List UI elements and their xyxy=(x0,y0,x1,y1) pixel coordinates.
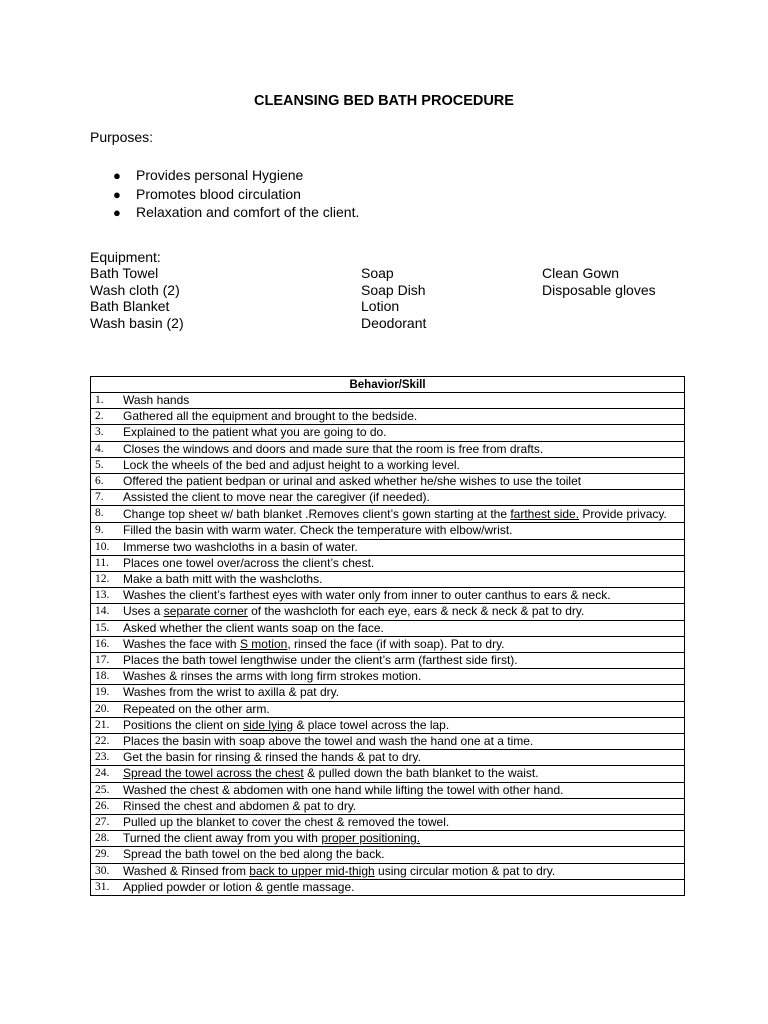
step-number: 11. xyxy=(91,555,124,571)
step-text xyxy=(123,555,685,571)
table-body xyxy=(91,393,685,896)
text-segment: Change top sheet w/ bath blanket .Removes client’s gown starting at the xyxy=(123,507,511,522)
step-number: 20. xyxy=(91,701,124,717)
table-row xyxy=(91,879,685,895)
step-text xyxy=(123,409,685,425)
step-number: 27. xyxy=(91,815,124,831)
step-number: 19. xyxy=(91,685,124,701)
table-row xyxy=(91,555,685,571)
text-segment: Uses a xyxy=(123,604,164,619)
step-number: 30. xyxy=(91,863,124,879)
step-number: 8. xyxy=(91,506,124,523)
text-segment: Make a bath mitt with the washcloths. xyxy=(123,572,323,587)
table-row xyxy=(91,441,685,457)
step-number: 6. xyxy=(91,474,124,490)
text-segment: Assisted the client to move near the caregiver (if needed). xyxy=(123,490,430,505)
step-number: 13. xyxy=(91,588,124,604)
table-row xyxy=(91,572,685,588)
step-number: 10. xyxy=(91,539,124,555)
step-text xyxy=(123,701,685,717)
document-title: CLEANSING BED BATH PROCEDURE xyxy=(254,93,514,109)
table-header: Behavior/Skill xyxy=(91,377,685,393)
step-text xyxy=(123,717,685,733)
text-segment: Lock the wheels of the bed and adjust height to a working level. xyxy=(123,457,460,472)
bullet-icon: ● xyxy=(113,205,121,220)
step-text xyxy=(123,636,685,652)
step-number: 17. xyxy=(91,653,124,669)
text-segment: Washes the face with xyxy=(123,636,240,651)
equipment-label: Equipment: xyxy=(90,249,161,265)
step-number: 23. xyxy=(91,750,124,766)
table-row xyxy=(91,393,685,409)
text-segment: Washed & Rinsed from xyxy=(123,863,250,878)
text-segment: Places one towel over/across the client’s chest. xyxy=(123,555,375,570)
underlined-text: side lying xyxy=(243,717,294,732)
equipment-item: Bath Towel xyxy=(90,265,159,281)
step-number: 24. xyxy=(91,766,124,782)
table-row xyxy=(91,782,685,798)
step-text xyxy=(123,766,685,782)
equipment-column-1 xyxy=(90,265,184,331)
step-text xyxy=(123,815,685,831)
step-number: 1. xyxy=(91,393,124,409)
step-text xyxy=(123,879,685,895)
step-text xyxy=(123,653,685,669)
text-segment: & pulled down the bath blanket to the waist. xyxy=(303,766,539,781)
table-row xyxy=(91,425,685,441)
step-text xyxy=(123,457,685,473)
step-number: 25. xyxy=(91,782,124,798)
text-segment: using circular motion & pat to dry. xyxy=(374,863,556,878)
list-item: ● Relaxation and comfort of the client. xyxy=(113,203,359,222)
step-number: 18. xyxy=(91,669,124,685)
text-segment: Asked whether the client wants soap on the face. xyxy=(123,620,384,635)
step-text xyxy=(123,750,685,766)
step-number: 22. xyxy=(91,734,124,750)
text-segment: Washes the client’s farthest eyes with water only from inner to outer canthus to ears & neck. xyxy=(123,588,611,603)
table-row xyxy=(91,798,685,814)
text-segment: Washed the chest & abdomen with one hand while lifting the towel with other hand. xyxy=(123,782,564,797)
step-text xyxy=(123,490,685,506)
list-item: ● Promotes blood circulation xyxy=(113,185,359,204)
text-segment: Repeated on the other arm. xyxy=(123,701,270,716)
table-row xyxy=(91,831,685,847)
equipment-item: Clean Gown xyxy=(542,265,620,281)
step-text xyxy=(123,831,685,847)
text-segment: Pulled up the blanket to cover the chest & removed the towel. xyxy=(123,815,450,830)
step-text xyxy=(123,685,685,701)
equipment-item: Bath Blanket xyxy=(90,298,170,314)
purposes-list xyxy=(113,166,359,222)
bullet-icon: ● xyxy=(113,168,121,183)
step-text xyxy=(123,588,685,604)
purposes-label: Purposes: xyxy=(90,129,154,145)
text-segment: Turned the client away from you with xyxy=(123,831,322,846)
step-text xyxy=(123,441,685,457)
step-number: 28. xyxy=(91,831,124,847)
step-text xyxy=(123,863,685,879)
table-row xyxy=(91,750,685,766)
step-text xyxy=(123,425,685,441)
text-segment: Filled the basin with warm water. Check the temperature with elbow/wrist. xyxy=(123,523,513,538)
step-number: 3. xyxy=(91,425,124,441)
equipment-item: Deodorant xyxy=(361,314,427,331)
text-segment: Get the basin for rinsing & rinsed the hands & pat to dry. xyxy=(123,750,421,765)
equipment-column-2 xyxy=(361,265,426,331)
equipment-item: Soap xyxy=(361,265,394,281)
table-row xyxy=(91,669,685,685)
table-row xyxy=(91,653,685,669)
step-number: 14. xyxy=(91,604,124,620)
step-number: 15. xyxy=(91,620,124,636)
step-number: 9. xyxy=(91,523,124,539)
underlined-text: proper positioning. xyxy=(321,831,421,846)
text-segment: Gathered all the equipment and brought to the bedside. xyxy=(123,409,418,424)
table-row xyxy=(91,457,685,473)
equipment-item: Wash cloth (2) xyxy=(90,281,180,298)
step-number: 2. xyxy=(91,409,124,425)
step-text xyxy=(123,523,685,539)
step-text xyxy=(123,734,685,750)
step-text xyxy=(123,620,685,636)
behavior-skill-table xyxy=(90,376,685,896)
text-segment: , rinsed the face (if with soap). Pat to dry. xyxy=(287,636,505,651)
text-segment: of the washcloth for each eye, ears & neck & neck & pat to dry. xyxy=(247,604,585,619)
table-row xyxy=(91,847,685,863)
table-row xyxy=(91,701,685,717)
text-segment: Washes & rinses the arms with long firm strokes motion. xyxy=(123,669,422,684)
step-number: 7. xyxy=(91,490,124,506)
equipment-item: Disposable gloves xyxy=(542,281,656,298)
text-segment: Wash hands xyxy=(123,393,190,407)
text-segment: Applied powder or lotion & gentle massage. xyxy=(123,879,355,894)
table-row xyxy=(91,685,685,701)
underlined-text: S motion xyxy=(239,636,288,651)
table-row xyxy=(91,717,685,733)
underlined-text: Spread the towel across the chest xyxy=(123,766,304,781)
step-number: 29. xyxy=(91,847,124,863)
list-item: ● Provides personal Hygiene xyxy=(113,166,359,185)
equipment-item: Lotion xyxy=(361,298,400,314)
step-text xyxy=(123,539,685,555)
step-number: 5. xyxy=(91,457,124,473)
text-segment: Positions the client on xyxy=(123,717,244,732)
text-segment: Closes the windows and doors and made sure that the room is free from drafts. xyxy=(123,441,544,456)
table-row xyxy=(91,815,685,831)
step-text xyxy=(123,604,685,620)
step-text xyxy=(123,393,685,409)
text-segment: Washes from the wrist to axilla & pat dry. xyxy=(123,685,340,700)
text-segment: Offered the patient bedpan or urinal and asked whether he/she wishes to use the toilet xyxy=(123,474,582,489)
text-segment: Immerse two washcloths in a basin of water. xyxy=(123,539,358,554)
step-number: 4. xyxy=(91,441,124,457)
step-text xyxy=(123,506,685,523)
table-row xyxy=(91,636,685,652)
underlined-text: farthest side. xyxy=(510,507,580,522)
underlined-text: separate corner xyxy=(163,604,248,619)
text-segment: Provide privacy. xyxy=(579,507,667,522)
table-row xyxy=(91,863,685,879)
table-row xyxy=(91,523,685,539)
step-text xyxy=(123,669,685,685)
text-segment: Explained to the patient what you are going to do. xyxy=(123,425,387,440)
table-row xyxy=(91,506,685,523)
table-row xyxy=(91,604,685,620)
text-segment: Places the basin with soap above the towel and wash the hand one at a time. xyxy=(123,734,534,749)
underlined-text: back to upper mid-thigh xyxy=(249,863,375,878)
table-row xyxy=(91,766,685,782)
text-segment: Spread the bath towel on the bed along the back. xyxy=(123,847,385,862)
table-row xyxy=(91,409,685,425)
table-row xyxy=(91,588,685,604)
text-segment: & place towel across the lap. xyxy=(293,717,450,732)
step-text xyxy=(123,847,685,863)
step-number: 31. xyxy=(91,879,124,895)
table-row xyxy=(91,474,685,490)
equipment-item: Soap Dish xyxy=(361,281,426,298)
text-segment: Rinsed the chest and abdomen & pat to dry. xyxy=(123,798,357,813)
bullet-icon: ● xyxy=(113,186,121,202)
table-row xyxy=(91,490,685,506)
step-text xyxy=(123,474,685,490)
step-text xyxy=(123,572,685,588)
table-row xyxy=(91,734,685,750)
step-number: 26. xyxy=(91,798,124,814)
table-row xyxy=(91,539,685,555)
step-number: 16. xyxy=(91,636,124,652)
equipment-item: Wash basin (2) xyxy=(90,314,184,331)
text-segment: Places the bath towel lengthwise under the client’s arm (farthest side first). xyxy=(123,653,518,668)
table-row xyxy=(91,620,685,636)
table-header-row xyxy=(91,377,685,393)
step-number: 21. xyxy=(91,717,124,733)
step-text xyxy=(123,798,685,814)
step-number: 12. xyxy=(91,572,124,588)
equipment-column-3 xyxy=(542,265,656,298)
step-text xyxy=(123,782,685,798)
